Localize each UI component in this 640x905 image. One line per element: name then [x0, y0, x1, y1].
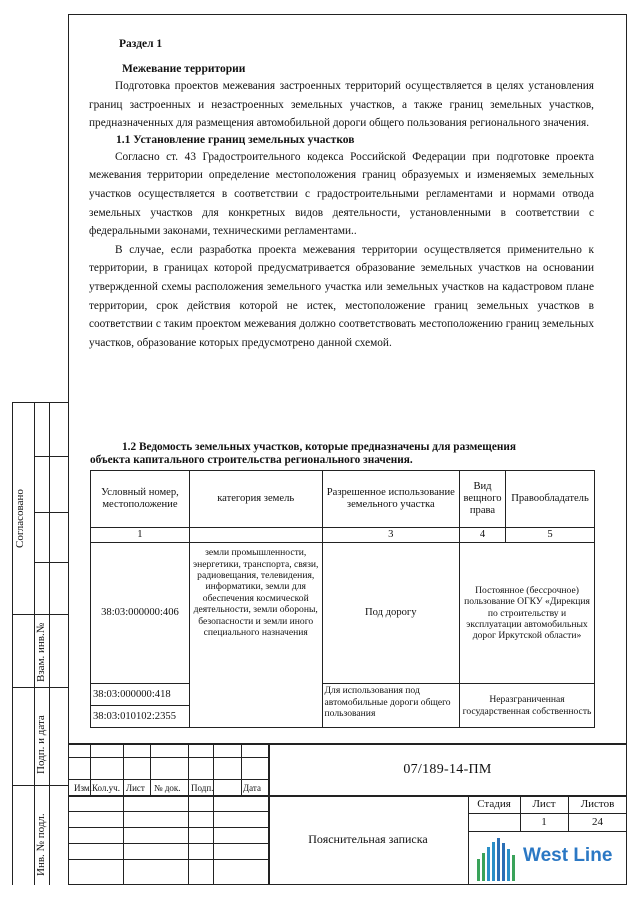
side-stamp [12, 402, 69, 885]
col-quantity: Кол.уч. [92, 783, 120, 793]
original-inventory-label: Инв. № подл. [35, 813, 47, 876]
permitted-use: Под дорогу [322, 543, 460, 684]
title-block [68, 743, 627, 885]
col-signature: Подп. [191, 783, 214, 793]
table-number-row [91, 528, 595, 543]
west-line-logo [468, 831, 627, 885]
col-doc-number: № док. [154, 783, 181, 793]
sheet-number: 1 [541, 816, 547, 828]
paragraph-3: В случае, если разработка проекта межевания территории осуществляется применительно к территории, в границах которой предусматривается образование земельных участков на основании утвержденной схемы расположения земельного участка или земельных участков на кадастровом плане территории, срок действия которой не истек, местоположение границ земельных участков в соответствии с таким проектом межевания должно соответствовать местоположению границ земельных участков, образование которых предусмотрено данной схемой. [89, 243, 594, 349]
header-cell: категория земель [189, 471, 322, 528]
document-body [89, 38, 594, 352]
parcel-id: 38:03:000000:406 [91, 543, 190, 684]
right-holder: Неразграниченная государственная собственность [460, 684, 595, 728]
table-row [91, 543, 595, 684]
paragraph-1: Подготовка проектов межевания застроенных территорий осуществляется в целях установления границ застроенных и незастроенных земельных участков, а также границ земельных участков, предназначенных для размещения автомобильной дороги общего пользования регионального значения. [89, 80, 594, 130]
stage-label: Стадия [477, 798, 511, 810]
section-title: Раздел 1 [119, 38, 163, 50]
number-cell: 4 [460, 528, 506, 543]
document-code: 07/189-14-ПМ [403, 762, 492, 777]
header-cell: Разрешенное использование земельного участка [322, 471, 460, 528]
header-cell: Условный номер, местоположение [91, 471, 190, 528]
table-title-line-2: объекта капитального строительства регионального значения. [90, 454, 413, 466]
land-category: земли промышленности, энергетики, транспорта, связи, радиовещания, телевидения, информатики, земли для обеспечения космической деятельности, земли обороны, безопасности и земли иного специального назначения [189, 543, 322, 728]
header-cell: Вид вещного права [460, 471, 506, 528]
logo-text: West Line [523, 845, 613, 866]
sheets-label: Листов [580, 798, 615, 810]
header-cell: Правообладатель [506, 471, 595, 528]
table-row [91, 684, 595, 706]
sheets-count: 24 [592, 816, 603, 828]
col-change: Изм. [74, 783, 92, 793]
col-date: Дата [243, 783, 261, 793]
permitted-use: Для использования под автомобильные дороги общего пользования [322, 684, 460, 728]
parcel-id: 38:03:000000:418 [91, 684, 190, 706]
land-parcels-table [90, 470, 595, 728]
table-title [90, 441, 595, 467]
heading-1-1: 1.1 Установление границ земельных участков [116, 133, 355, 146]
number-cell: 1 [91, 528, 190, 543]
signature-date-label: Подп. и дата [35, 715, 47, 774]
replacement-inventory-label: Взам. инв.№ [35, 622, 47, 682]
parcel-id: 38:03:010102:2355 [91, 706, 190, 728]
col-sheet: Лист [126, 783, 145, 793]
number-cell [189, 528, 322, 543]
number-cell: 5 [506, 528, 595, 543]
sheet-label: Лист [532, 798, 556, 810]
document-description: Пояснительная записка [308, 832, 428, 846]
table-title-line-1: 1.2 Ведомость земельных участков, которые предназначены для размещения [122, 441, 516, 453]
right-holder: Постоянное (бессрочное) пользование ОГКУ «Дирекция по строительству и эксплуатации автомобильных дорог Иркутской области» [460, 543, 595, 684]
table-header-row [91, 471, 595, 528]
agreed-label: Согласовано [14, 489, 26, 548]
section-subtitle: Межевание территории [122, 63, 246, 75]
logo-bars-icon [473, 833, 523, 883]
paragraph-2: Согласно ст. 43 Градостроительного кодекса Российской Федерации при подготовке проекта межевания территории определение местоположения границ образуемых и изменяемых земельных участков осуществляется в соответствии с градостроительными регламентами и нормами отвода земельных участков для конкретных видов деятельности, установленными в соответствии с федеральными законами, техническими регламентами.. [89, 150, 594, 238]
number-cell: 3 [322, 528, 460, 543]
